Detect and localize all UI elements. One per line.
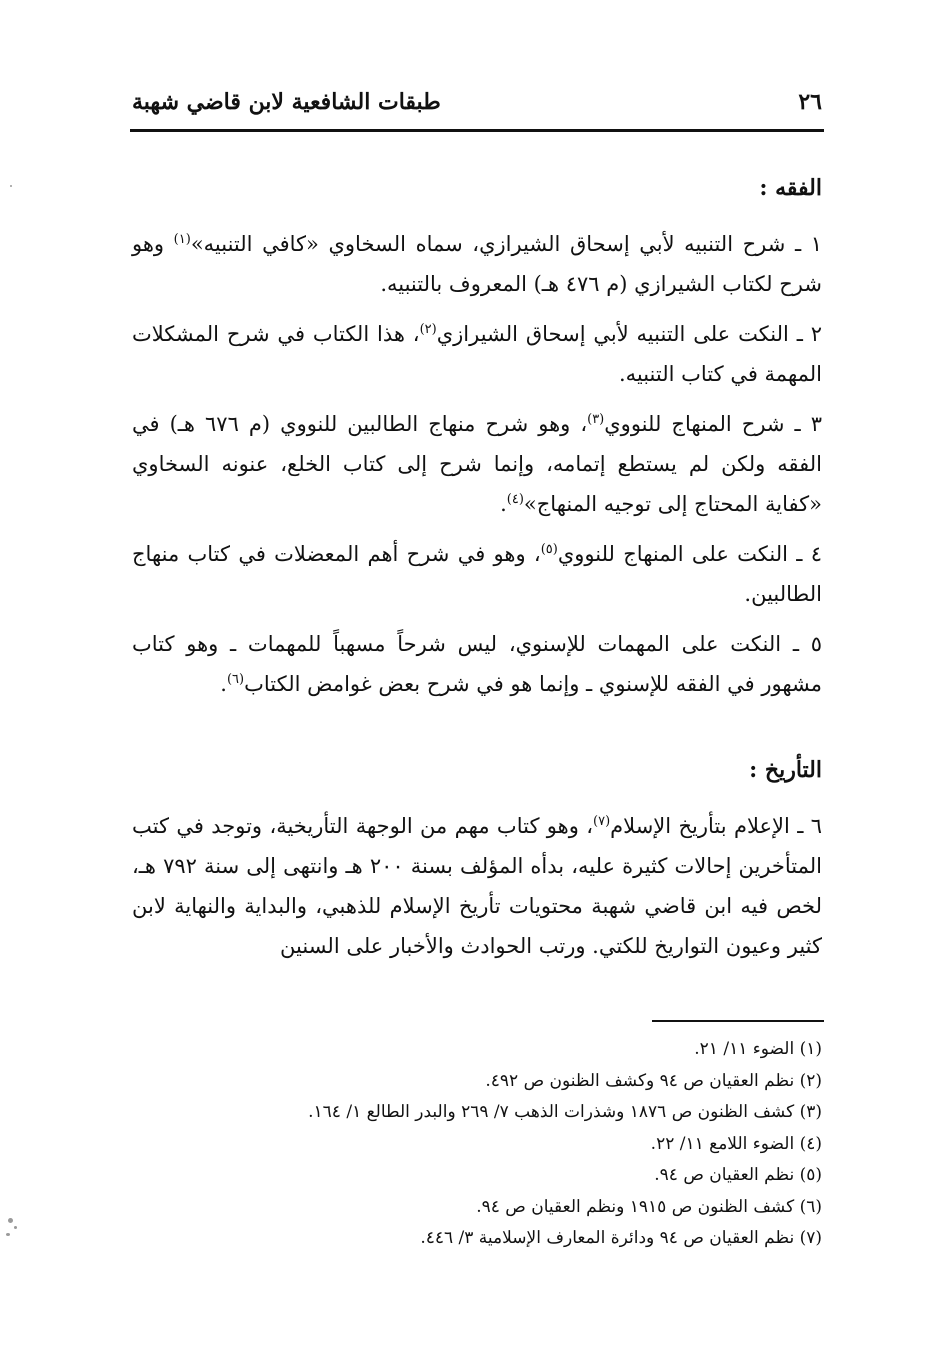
entry-text: . (220, 672, 227, 696)
scan-speck (8, 1218, 13, 1223)
entry-3 (132, 404, 822, 524)
footnote-ref: (٧) (593, 814, 611, 829)
entry-text: ١ ـ شرح التنبيه لأبي إسحاق الشيرازي، سماه السخاوي «كافي التنبيه» (190, 232, 822, 256)
entry-text: . (500, 492, 507, 516)
entry-text: ٦ ـ الإعلام بتأريخ الإسلام (610, 814, 822, 838)
entry-text: ، وهو في شرح أهم المعضلات في كتاب منهاج الطالبين. (132, 542, 822, 606)
entry-1 (132, 224, 822, 304)
section-heading-fiqh: الفقه : (759, 175, 822, 201)
footnote-ref: (٤) (506, 492, 524, 507)
entry-text: ٤ ـ النكت على المنهاج للنووي (557, 542, 822, 566)
entry-2 (132, 314, 822, 394)
footnote: (١) الضوء ١١/ ٢١. (694, 1039, 822, 1059)
header-rule (130, 129, 824, 132)
entry-4 (132, 534, 822, 614)
running-title: طبقات الشافعية لابن قاضي شهبة (132, 89, 441, 115)
footnotes (132, 1034, 822, 1255)
footnote: (٢) نظم العقيان ص ٩٤ وكشف الظنون ص ٤٩٢. (485, 1070, 822, 1091)
footnote: (٦) كشف الظنون ص ١٩١٥ ونظم العقيان ص ٩٤. (476, 1196, 822, 1217)
section-heading-history: التأريخ : (749, 757, 822, 783)
footnote-ref: (٥) (540, 542, 558, 557)
entry-5 (132, 624, 822, 704)
entry-text: ٢ ـ النكت على التنبيه لأبي إسحاق الشيرازي (436, 322, 822, 346)
entry-text: ، هذا الكتاب في شرح المشكلات المهمة في كتاب التنبيه. (132, 322, 822, 386)
scan-speck (6, 1233, 10, 1236)
entry-text: ٥ ـ النكت على المهمات للإسنوي، ليس شرحاً مسهباً للمهمات ـ وهو كتاب مشهور في الفقه للإسنوي ـ وإنما هو في شرح بعض غوامض الكتاب (132, 632, 822, 696)
page-number: ٢٦ (798, 89, 822, 115)
footnote-ref: (٢) (419, 322, 437, 337)
main-text (132, 168, 822, 976)
entry-6 (132, 806, 822, 966)
entry-text: ٣ ـ شرح المنهاج للنووي (604, 412, 822, 436)
page-header (132, 84, 822, 120)
footnote: (٥) نظم العقيان ص ٩٤. (654, 1165, 822, 1185)
entry-text: وهو شرح لكتاب الشيرازي (م ٤٧٦ هـ) المعروف بالتنبيه. (132, 232, 822, 296)
entry-text: ، وهو شرح منهاج الطالبين للنووي (م ٦٧٦ هـ) في الفقه ولكن لم يستطع إتمامه، وإنما شرح إلى كتاب الخلع، عنونه السخاوي «كفاية المحتاج إلى توجيه المنهاج» (132, 412, 822, 516)
scan-speck (14, 1226, 17, 1229)
footnote-rule (652, 1020, 824, 1022)
footnote: (٧) نظم العقيان ص ٩٤ ودائرة المعارف الإسلامية ٣/ ٤٤٦. (420, 1228, 822, 1248)
entry-text: ، وهو كتاب مهم من الوجهة التأريخية، وتوجد في كتب المتأخرين إحالات كثيرة عليه، بدأه المؤلف بسنة ٢٠٠ هـ وانتهى إلى سنة ٧٩٢ هـ، لخص فيه ابن قاضي شهبة محتويات تأريخ الإسلام للذهبي، والبداية والنهاية لابن كثير وعيون التواريخ للكتي. ورتب الحوادث والأخبار على السنين (132, 814, 822, 958)
footnote: (٤) الضوء اللامع ١١/ ٢٢. (650, 1133, 822, 1154)
footnote: (٣) كشف الظنون ص ١٨٧٦ وشذرات الذهب ٧/ ٢٦٩ والبدر الطالع ١/ ١٦٤. (308, 1102, 822, 1122)
footnote-ref: (٣) (587, 412, 605, 427)
footnote-ref: (١) (173, 232, 191, 247)
scan-speck (10, 185, 12, 187)
footnote-ref: (٦) (226, 672, 245, 687)
